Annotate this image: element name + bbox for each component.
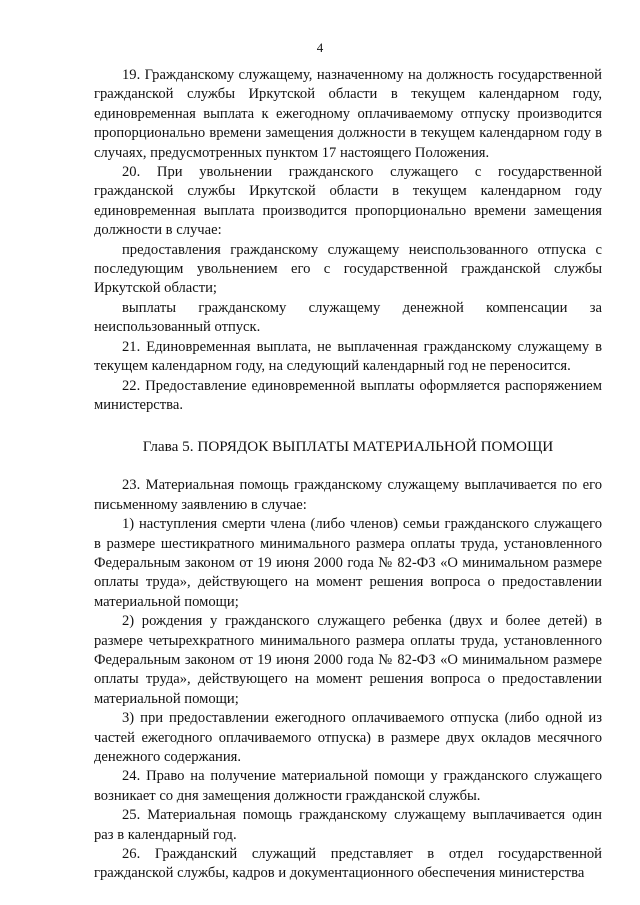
paragraph: 2) рождения у гражданского служащего ребенка (двух и более детей) в размере четырехкратного минимального размера оплаты труда, установленного Федеральным законом от 19 июня 2000 года № 82-ФЗ «О минимальном размере оплаты труда», действующего на момент решения вопроса о предоставлении материальной помощи; bbox=[94, 613, 602, 707]
paragraph: выплаты гражданскому служащему денежной компенсации за неиспользованный отпуск. bbox=[94, 299, 602, 336]
paragraph: 25. Материальная помощь гражданскому служащему выплачивается один раз в календарный год. bbox=[94, 807, 602, 843]
paragraph: 19. Гражданскому служащему, назначенному на должность государственной гражданской службы Иркутской области в текущем календарном году, единовременная выплата к ежегодному оплачиваемому отпуску производится пропорционально времени замещения должности в текущем календарном году в случаях, предусмотренных пунктом 17 настоящего Положения. bbox=[94, 67, 602, 161]
section-before-chapter bbox=[94, 66, 602, 415]
paragraph: 1) наступления смерти члена (либо членов) семьи гражданского служащего в размере шестикратного минимального размера оплаты труда, установленного Федеральным законом от 19 июня 2000 года № 82-ФЗ «О минимальном размере оплаты труда», действующего на момент решения вопроса о предоставлении материальной помощи; bbox=[94, 516, 602, 610]
paragraph: 26. Гражданский служащий представляет в отдел государственной гражданской службы, кадров и документационного обеспечения министерства bbox=[94, 846, 602, 882]
section-after-chapter bbox=[94, 476, 602, 884]
paragraph: 20. При увольнении гражданского служащего с государственной гражданской службы Иркутской области в текущем календарном году единовременная выплата производится пропорционально времени замещения должности в случае: bbox=[94, 164, 602, 239]
document-body bbox=[94, 66, 602, 884]
paragraph: 24. Право на получение материальной помощи у гражданского служащего возникает со дня замещения должности гражданской службы. bbox=[94, 768, 602, 804]
chapter-title: Глава 5. ПОРЯДОК ВЫПЛАТЫ МАТЕРИАЛЬНОЙ ПОМОЩИ bbox=[142, 438, 554, 456]
paragraph: 23. Материальная помощь гражданскому служащему выплачивается по его письменному заявлению в случае: bbox=[94, 477, 602, 513]
page-number: 4 bbox=[316, 40, 324, 55]
paragraph: предоставления гражданскому служащему неиспользованного отпуска с последующим увольнением его с государственной гражданской службы Иркутской области; bbox=[94, 241, 602, 297]
paragraph: 21. Единовременная выплата, не выплаченная гражданскому служащему в текущем календарном году, на следующий календарный год не переносится. bbox=[94, 338, 602, 375]
paragraph: 22. Предоставление единовременной выплаты оформляется распоряжением министерства. bbox=[94, 377, 602, 413]
paragraph: 3) при предоставлении ежегодного оплачиваемого отпуска (либо одной из частей ежегодного оплачиваемого отпуска) в размере двух окладов месячного денежного содержания. bbox=[94, 710, 602, 765]
